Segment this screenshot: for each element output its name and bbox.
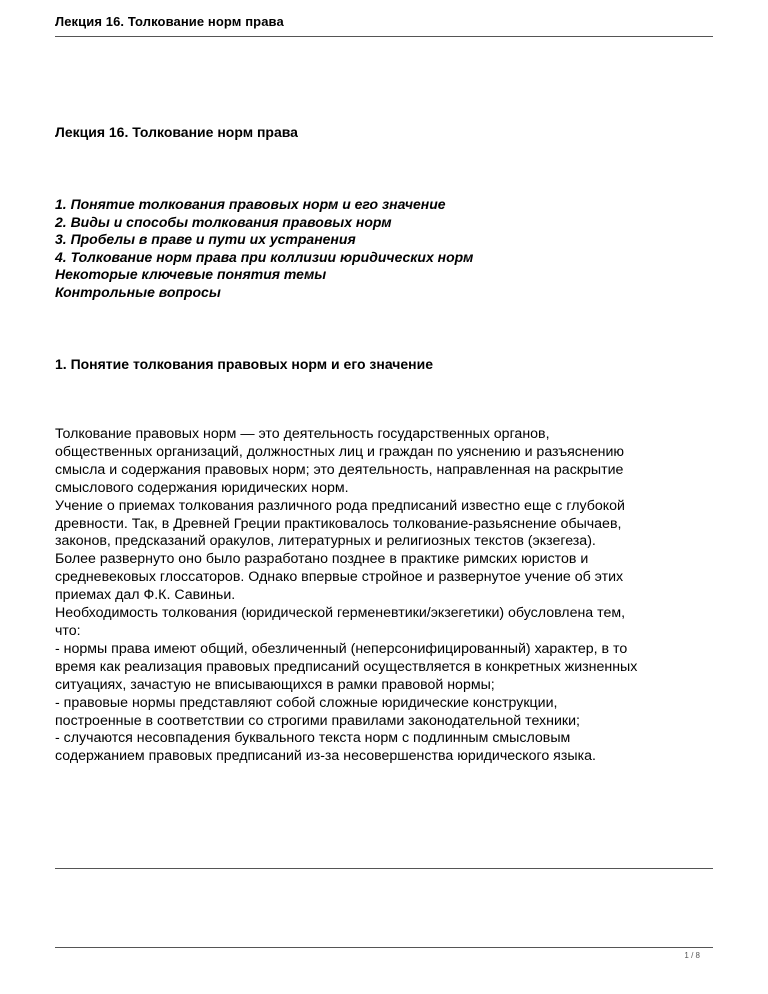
text-line: построенные в соответствии со строгими правилами законодательной техники;	[55, 712, 580, 729]
toc-item-3[interactable]: 3. Пробелы в праве и пути их устранения	[55, 231, 356, 247]
toc-item-1[interactable]: 1. Понятие толкования правовых норм и его значение	[55, 196, 446, 212]
text-line: древности. Так, в Древней Греции практиковалось толкование-разьяснение обычаев,	[55, 515, 622, 532]
toc-item-2[interactable]: 2. Виды и способы толкования правовых норм	[55, 213, 392, 230]
section-divider	[55, 868, 713, 869]
section-heading: 1. Понятие толкования правовых норм и его значение	[55, 356, 434, 372]
page-number: 1 / 8	[684, 951, 700, 960]
text-line: содержанием правовых предписаний из-за несовершенства юридического языка.	[55, 748, 596, 765]
text-line: ситуациях, зачастую не вписывающихся в рамки правовой нормы;	[55, 676, 495, 693]
text-line: Более развернуто оно было разработано позднее в практике римских юристов и	[55, 551, 589, 568]
running-header: Лекция 16. Толкование норм права	[55, 14, 284, 29]
header-divider	[55, 36, 713, 37]
text-line: общественных организаций, должностных лиц и граждан по уяснению и разъяснению	[55, 443, 625, 460]
table-of-contents	[55, 196, 695, 301]
text-line: что:	[55, 622, 81, 639]
toc-item-4[interactable]: 4. Толкование норм права при коллизии юридических норм	[55, 248, 474, 265]
document-title: Лекция 16. Толкование норм права	[55, 124, 298, 140]
text-line: Необходимость толкования (юридической герменевтики/экзегетики) обусловлена тем,	[55, 605, 626, 622]
text-line: - правовые нормы представляют собой сложные юридические конструкции,	[55, 694, 558, 711]
toc-item-control-questions[interactable]: Контрольные вопросы	[55, 283, 221, 300]
body-text	[55, 426, 715, 766]
footer-divider	[55, 947, 713, 948]
text-line: Учение о приемах толкования различного рода предписаний известно еще с глубокой	[55, 497, 625, 514]
text-line: смыслового содержания юридических норм.	[55, 479, 349, 496]
text-line: - нормы права имеют общий, обезличенный (неперсонифицированный) характер, в то	[55, 640, 628, 657]
text-line: - случаются несовпадения буквального текста норм с подлинным смысловым	[55, 730, 571, 747]
text-line: Толкование правовых норм — это деятельность государственных органов,	[55, 426, 550, 442]
text-line: смысла и содержания правовых норм; это деятельность, направленная на раскрытие	[55, 461, 624, 478]
toc-item-key-concepts[interactable]: Некоторые ключевые понятия темы	[55, 266, 327, 282]
text-line: приемах дал Ф.К. Савиньи.	[55, 587, 236, 604]
text-line: законов, предсказаний оракулов, литературных и религиозных текстов (экзегеза).	[55, 533, 596, 550]
text-line: время как реализация правовых предписаний осуществляется в конкретных жизненных	[55, 658, 638, 675]
text-line: средневековых глоссаторов. Однако впервые стройное и развернутое учение об этих	[55, 569, 624, 586]
